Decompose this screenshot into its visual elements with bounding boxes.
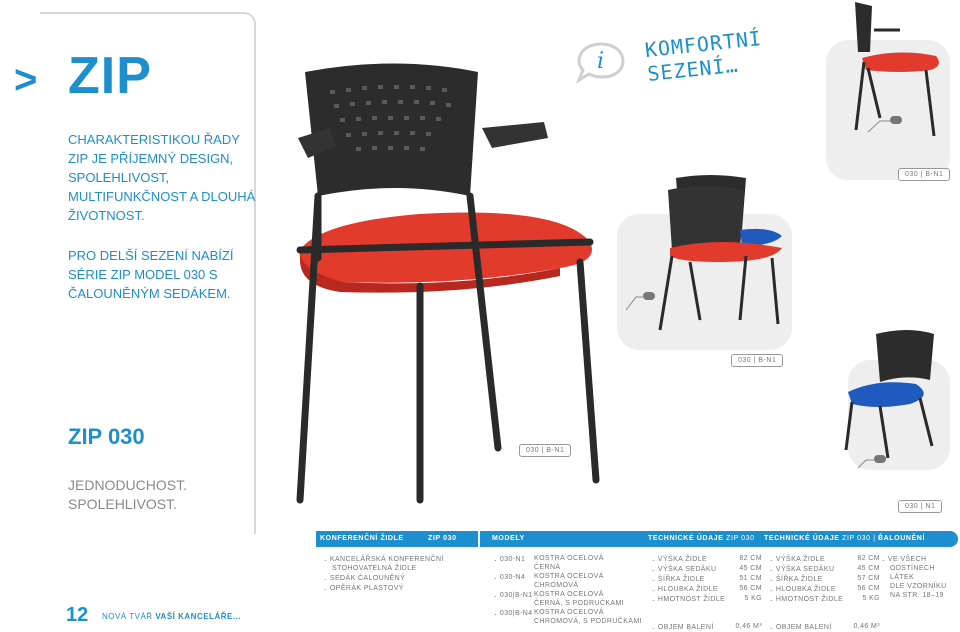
spec-row: . HMOTNOST ŽIDLE 5 KG (770, 593, 880, 603)
chevron-icon: > (14, 58, 38, 102)
upholstery-line: DLE VZORNÍKU (890, 583, 947, 590)
tagline-normal: NOVÁ TVÁŘ (102, 612, 156, 621)
spec-volume-row: . OBJEM BALENÍ 0,46 M³ (770, 621, 880, 631)
upholstery-line: NA STR. 18–19 (890, 592, 944, 599)
model-row: . 030|B-N4 KOSTRA OCELOVÁ CHROMOVÁ, S PODRUČKAMI (494, 607, 642, 625)
connector-dot-bottom (874, 455, 886, 463)
spec-row: . HLOUBKA ŽIDLE 56 CM (770, 583, 880, 593)
header-category: KONFERENČNÍ ŽIDLE (320, 535, 404, 542)
page-number: 12 (66, 604, 89, 626)
connector-dot-top (890, 116, 902, 124)
spec-row: . ŠÍŘKA ŽIDLE 51 CM (652, 573, 762, 583)
spec-row: . VÝŠKA ŽIDLE 82 CM (652, 553, 762, 563)
features-list (324, 554, 474, 593)
feature-item: STOHOVATELNÁ ŽIDLE (332, 565, 417, 572)
header-models: MODELY (492, 535, 525, 542)
model-row: . 030-N1 KOSTRA OCELOVÁ ČERNÁ (494, 553, 604, 571)
label-stack: 030 | B-N1 (731, 354, 783, 367)
spec-row: . ŠÍŘKA ŽIDLE 57 CM (770, 573, 880, 583)
header-tech1: TECHNICKÉ ÚDAJE ZIP 030 (648, 535, 755, 542)
header-specs-cell (480, 531, 958, 547)
tagline-line-2: SPOLEHLIVOST. (68, 496, 177, 512)
spec-row: . HLOUBKA ŽIDLE 56 CM (652, 583, 762, 593)
spec-row: . VÝŠKA SEDÁKU 45 CM (652, 563, 762, 573)
spec-volume-row: . OBJEM BALENÍ 0,46 M³ (652, 621, 762, 631)
feature-item: . OPĚRÁK PLASTOVÝ (324, 582, 404, 592)
tagline-line-1: JEDNODUCHOST. (68, 477, 188, 493)
upholstery-line: ODSTÍNECH LÁTEK (890, 565, 935, 581)
upholstery-line: . VE VŠECH (882, 553, 927, 563)
label-bottom-right: 030 | N1 (898, 500, 942, 513)
info-bubble-letter: i (597, 49, 605, 74)
spec-row: . VÝŠKA SEDÁKU 45 CM (770, 563, 880, 573)
model-row: . 030-N4 KOSTRA OCELOVÁ CHROMOVÁ (494, 571, 604, 589)
label-main: 030 | B-N1 (519, 444, 571, 457)
comfort-line-2: SEZENÍ… (646, 52, 740, 87)
tech-specs-030 (652, 554, 762, 632)
chair-side-view-image (855, 2, 939, 136)
feature-item: . KANCELÁŘSKÁ KONFERENČNÍ (324, 553, 444, 563)
intro-paragraph-1: CHARAKTERISTIKOU ŘADY ZIP JE PŘÍJEMNÝ DESIGN, SPOLEHLIVOST, MULTIFUNKČNOST A DLOUHÁ ŽIVOTNOST. (68, 132, 256, 223)
header-series: ZIP 030 (428, 535, 457, 542)
main-chair-image (298, 64, 596, 501)
spec-row: . HMOTNOST ŽIDLE 5 KG (652, 593, 762, 603)
header-upholstery: ČALOUNĚNÍ (878, 535, 926, 542)
intro-paragraph-2: PRO DELŠÍ SEZENÍ NABÍZÍ SÉRIE ZIP MODEL 030 S ČALOUNĚNÝM SEDÁKEM. (68, 248, 234, 301)
stacked-chairs-image (660, 175, 782, 330)
connector-dot-stack (643, 292, 655, 300)
spec-header-bar (316, 531, 960, 547)
model-name: ZIP 030 (68, 424, 145, 449)
tagline-bold: VAŠÍ KANCELÁŘE... (155, 612, 242, 621)
model-row: . 030|B-N1 KOSTRA OCELOVÁ ČERNÁ, S PODRUČKAMI (494, 589, 625, 607)
label-top-right: 030 | B-N1 (898, 168, 950, 181)
feature-item: . SEDÁK ČALOUNĚNÝ (324, 572, 406, 582)
spec-row: . VÝŠKA ŽIDLE 82 CM (770, 553, 880, 563)
page-title: ZIP (68, 47, 152, 105)
blue-chair-image (846, 330, 934, 458)
header-category-cell (316, 531, 478, 547)
tech-specs-030-b (770, 554, 880, 632)
header-tech2: TECHNICKÉ ÚDAJE ZIP 030 | B (764, 535, 884, 542)
upholstery-info (882, 554, 960, 600)
models-list (494, 554, 644, 626)
comfort-line-1: KOMFORTNÍ (643, 25, 764, 63)
